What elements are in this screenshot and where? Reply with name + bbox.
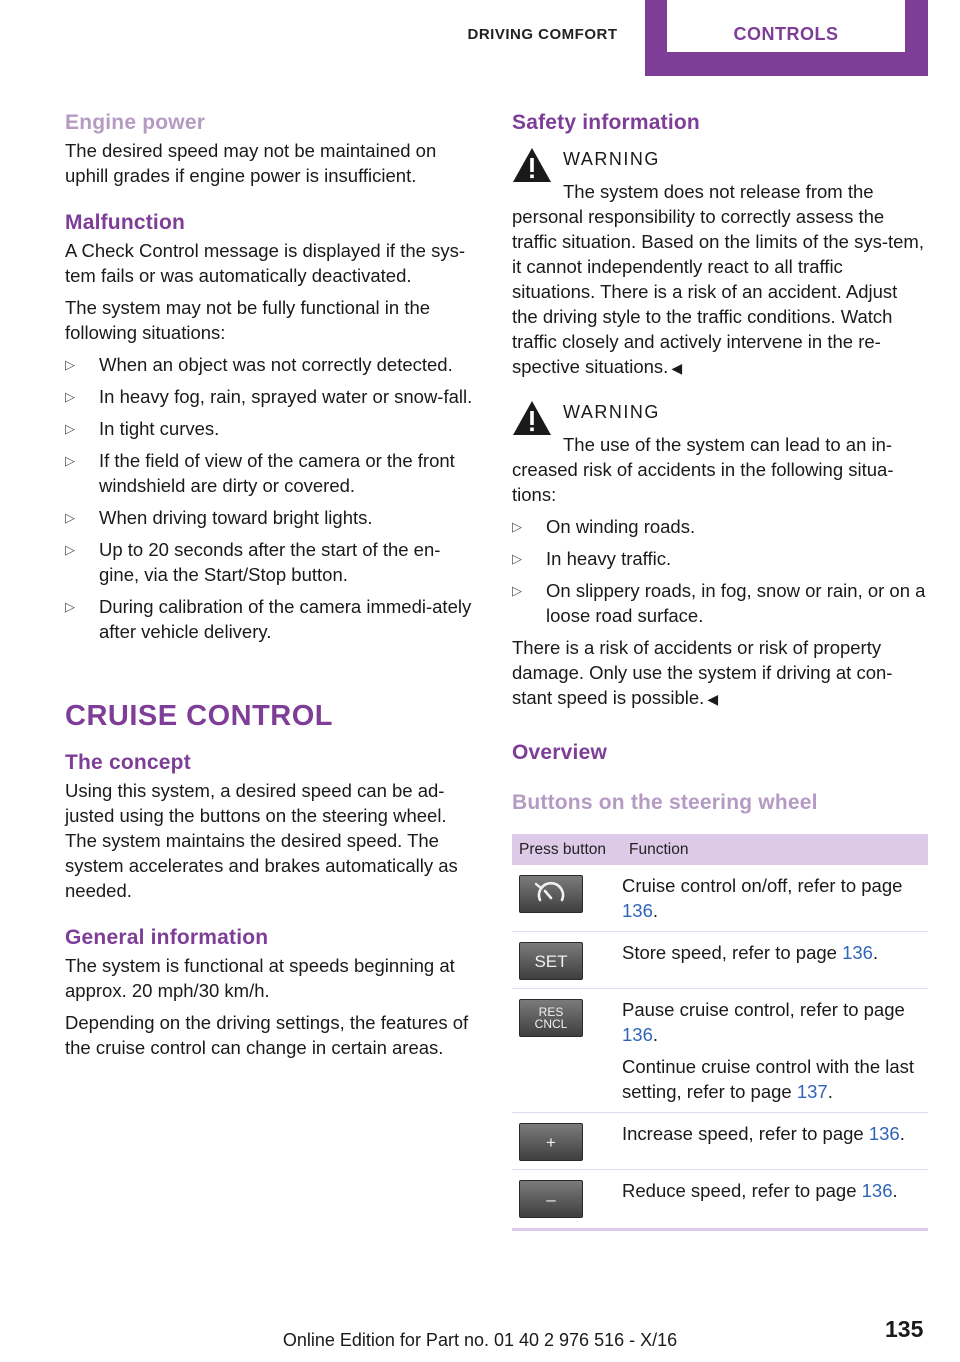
warning-first-line: The use of the system can lead to an in‐ xyxy=(563,434,893,455)
minus-key: – xyxy=(519,1180,583,1218)
list-item: ▷ During calibration of the camera immedi‐ately after vehicle delivery. xyxy=(65,596,472,642)
list-item: ▷ If the field of view of the camera or the front windshield are dirty or covered. xyxy=(65,450,455,496)
set-key: SET xyxy=(519,942,583,980)
bullet-icon: ▷ xyxy=(512,583,522,598)
function-cell: Cruise control on/off, refer to page 136. xyxy=(622,865,928,932)
warning-block-2 xyxy=(512,399,928,712)
general-info-p1: The system is functional at speeds beginning at approx. 20 mph/30 km/h. xyxy=(65,955,455,1001)
header-tab xyxy=(645,0,928,76)
table-row xyxy=(512,865,928,932)
bullet-icon: ▷ xyxy=(512,551,522,566)
engine-power-text: The desired speed may not be maintained on uphill grades if engine power is insufficient. xyxy=(65,140,437,186)
table-row xyxy=(512,932,928,989)
col-header-function: Function xyxy=(622,834,928,865)
safety-heading: Safety information xyxy=(512,111,700,134)
header-tab-label: CONTROLS xyxy=(667,0,905,52)
concept-text: Using this system, a desired speed can be ad‐justed using the buttons on the steering wheel. The system maintains the desired speed. The system accelerates and brakes automatically as needed. xyxy=(65,780,458,901)
warning-list xyxy=(512,514,928,628)
malfunction-list xyxy=(65,352,477,644)
bullet-icon: ▷ xyxy=(512,519,522,534)
buttons-table xyxy=(512,834,928,1231)
right-column xyxy=(512,108,928,1231)
table-row xyxy=(512,989,928,1113)
malfunction-p2: The system may not be fully functional in the following situations: xyxy=(65,297,431,343)
page-link[interactable]: 136 xyxy=(861,1180,893,1201)
page-link[interactable]: 136 xyxy=(868,1123,900,1144)
general-info-p2: Depending on the driving settings, the features of the cruise control can change in certain areas. xyxy=(65,1012,469,1058)
header-section: DRIVING COMFORT xyxy=(467,26,618,43)
list-item: ▷ When driving toward bright lights. xyxy=(65,507,373,528)
list-item: ▷ In tight curves. xyxy=(65,418,220,439)
cruise-control-icon xyxy=(531,880,571,908)
malfunction-p1: A Check Control message is displayed if the sys‐tem fails or was automatically deactivated. xyxy=(65,240,465,286)
list-item: ▷ In heavy traffic. xyxy=(512,548,672,569)
warning-block-1 xyxy=(512,146,928,381)
table-row xyxy=(512,1113,928,1170)
warning-text: personal responsibility to correctly assess the traffic situation. Based on the limits of the sys‐tem, it cannot independently react to all traffic situations. There is a risk of an accident. Adjust the driving style to the traffic conditions. Watch traffic closely and actively intervene in the re‐spective situations. ◀ xyxy=(512,206,924,377)
function-cell: Increase speed, refer to page 136. xyxy=(622,1113,928,1170)
cruise-control-key xyxy=(519,875,583,913)
bullet-icon: ▷ xyxy=(65,453,75,468)
warning-first-line: The system does not release from the xyxy=(563,181,874,202)
list-item: ▷ Up to 20 seconds after the start of the en‐gine, via the Start/Stop button. xyxy=(65,539,441,585)
bullet-icon: ▷ xyxy=(65,510,75,525)
bullet-icon: ▷ xyxy=(65,421,75,436)
malfunction-heading: Malfunction xyxy=(65,211,186,234)
table-row xyxy=(512,1170,928,1230)
res-cncl-key: RES CNCL xyxy=(519,999,583,1037)
list-item: ▷ On winding roads. xyxy=(512,516,696,537)
function-cell: Reduce speed, refer to page 136. xyxy=(622,1170,928,1230)
bullet-icon: ▷ xyxy=(65,389,75,404)
bullet-icon: ▷ xyxy=(65,542,75,557)
warning-triangle-icon xyxy=(512,399,552,437)
warning-text: creased risk of accidents in the following situa‐tions: xyxy=(512,459,894,505)
col-header-press-button: Press button xyxy=(512,834,622,865)
engine-power-heading: Engine power xyxy=(65,111,206,134)
function-cell: Pause cruise control, refer to page 136. Continue cruise control with the last setting, refer to page 137. xyxy=(622,989,928,1113)
warning-title: WARNING xyxy=(563,149,660,169)
end-mark: ◀ xyxy=(707,691,719,707)
warning-triangle-icon xyxy=(512,146,552,184)
general-info-heading: General information xyxy=(65,926,269,949)
function-cell: Store speed, refer to page 136. xyxy=(622,932,928,989)
bullet-icon: ▷ xyxy=(65,599,75,614)
end-mark: ◀ xyxy=(671,360,683,376)
list-item: ▷ When an object was not correctly detected. xyxy=(65,354,453,375)
left-column xyxy=(65,108,477,1060)
plus-key: + xyxy=(519,1123,583,1161)
buttons-heading: Buttons on the steering wheel xyxy=(512,791,818,814)
warning-title: WARNING xyxy=(563,402,660,422)
warning-after-text: There is a risk of accidents or risk of property damage. Only use the system if driving at con‐stant speed is possible. ◀ xyxy=(512,637,893,708)
page-link[interactable]: 136 xyxy=(622,900,653,921)
bullet-icon: ▷ xyxy=(65,357,75,372)
footer-edition: Online Edition for Part no. 01 40 2 976 516 - X/16 xyxy=(282,1330,678,1350)
concept-heading: The concept xyxy=(65,751,191,774)
page-link[interactable]: 137 xyxy=(796,1081,828,1102)
list-item: ▷ On slippery roads, in fog, snow or rain, or on a loose road surface. xyxy=(512,580,926,626)
overview-heading: Overview xyxy=(512,741,607,764)
page-link[interactable]: 136 xyxy=(842,942,873,963)
cruise-control-heading: CRUISE CONTROL xyxy=(65,700,333,732)
page-link[interactable]: 136 xyxy=(622,1024,653,1045)
page-number: 135 xyxy=(885,1316,924,1342)
table-header-row xyxy=(512,834,928,865)
list-item: ▷ In heavy fog, rain, sprayed water or snow‐fall. xyxy=(65,386,473,407)
